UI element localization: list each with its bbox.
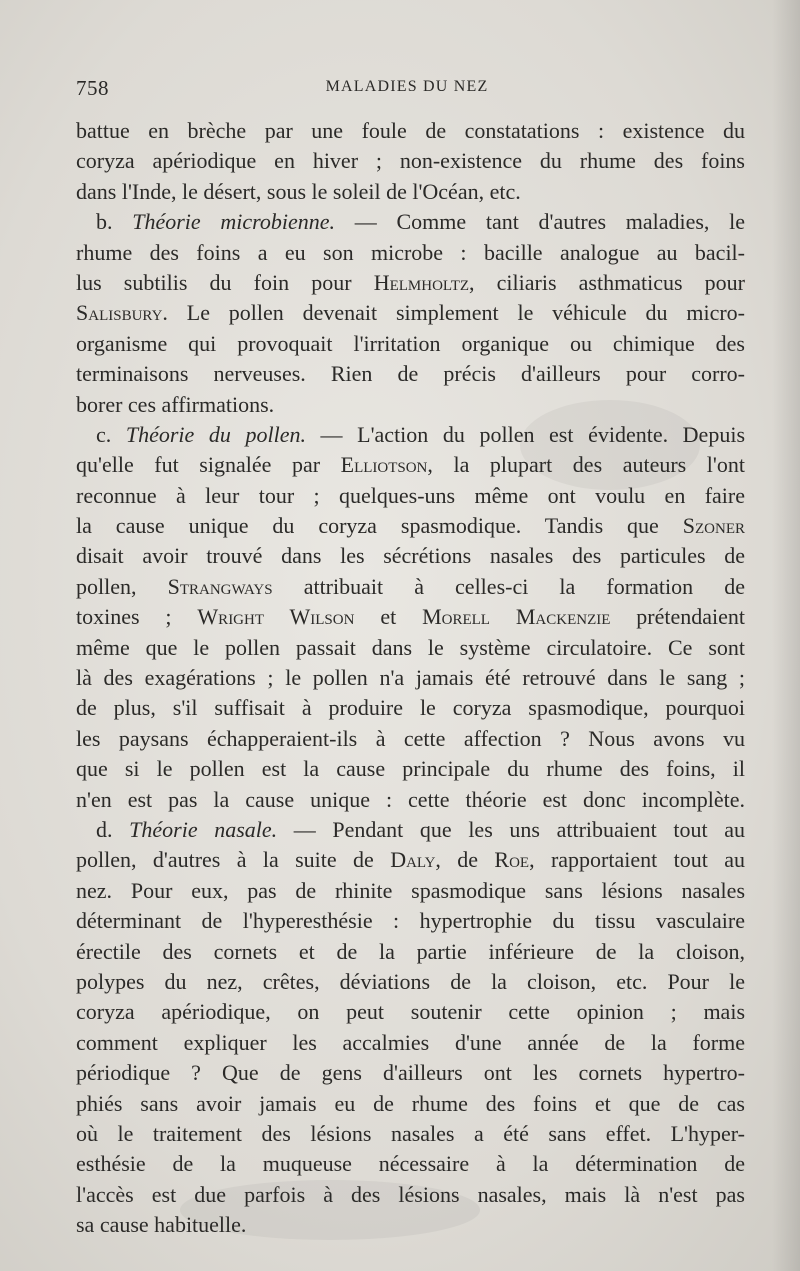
page-number: 758 bbox=[76, 76, 109, 100]
text-line bbox=[76, 146, 745, 176]
text-run: , ciliaris asthmaticus pour bbox=[469, 269, 745, 295]
text-line bbox=[76, 633, 745, 663]
text-run: périodique ? Que de gens d'ailleurs ont les cornets hypertro- bbox=[76, 1060, 745, 1086]
text-run: — Pendant que les uns attribuaient tout au bbox=[277, 816, 746, 842]
text-run: pollen, d'autres à la suite de bbox=[76, 847, 391, 873]
author-name: Roe bbox=[494, 847, 530, 873]
text-run: l'accès est due parfois à des lésions nasales, mais là n'est pas bbox=[76, 1181, 745, 1207]
text-line bbox=[76, 937, 745, 967]
text-run: sa cause habituelle. bbox=[76, 1212, 247, 1238]
text-run: dans l'Inde, le désert, sous le soleil de l'Océan, etc. bbox=[76, 178, 521, 204]
text-line bbox=[76, 177, 745, 207]
text-run: attribuait à celles-ci la formation de bbox=[272, 573, 745, 599]
text-line bbox=[76, 511, 745, 541]
author-name: Strangways bbox=[167, 573, 273, 599]
text-line bbox=[76, 693, 745, 723]
text-line bbox=[76, 876, 745, 906]
text-run: organisme qui provoquait l'irritation organique ou chimique des bbox=[76, 330, 745, 356]
text-line bbox=[76, 329, 745, 359]
text-run: , de bbox=[435, 847, 495, 873]
text-run: lus subtilis du foin pour bbox=[76, 269, 374, 295]
text-line bbox=[76, 572, 745, 602]
text-run: toxines ; bbox=[76, 604, 198, 630]
text-run: et bbox=[354, 604, 423, 630]
text-run: phiés sans avoir jamais eu de rhume des foins et que de cas bbox=[76, 1090, 745, 1116]
text-line bbox=[76, 420, 745, 450]
text-line bbox=[76, 207, 745, 237]
text-run: coryza apériodique, on peut soutenir cette opinion ; mais bbox=[76, 999, 745, 1025]
text-run: — Comme tant d'autres maladies, le bbox=[335, 209, 746, 235]
text-run: déterminant de l'hyperesthésie : hypertrophie du tissu vasculaire bbox=[76, 908, 745, 934]
author-name: Elliotson bbox=[340, 452, 428, 478]
text-line bbox=[76, 815, 745, 845]
text-line bbox=[76, 785, 745, 815]
text-run: les paysans échapperaient-ils à cette affection ? Nous avons vu bbox=[76, 725, 745, 751]
author-name: Morell Mackenzie bbox=[422, 604, 611, 630]
text-line bbox=[76, 298, 745, 328]
text-run: terminaisons nerveuses. Rien de précis d'ailleurs pour corro- bbox=[76, 361, 745, 387]
text-run: — L'action du pollen est évidente. Depuis bbox=[305, 421, 745, 447]
body-text bbox=[76, 116, 745, 1240]
text-run: b. bbox=[96, 209, 133, 235]
text-run: reconnue à leur tour ; quelques-uns même ont voulu en faire bbox=[76, 482, 745, 508]
text-run: qu'elle fut signalée par bbox=[76, 452, 341, 478]
author-name: Salisbury bbox=[76, 300, 163, 326]
text-run: n'en est pas la cause unique : cette théorie est donc incomplète. bbox=[76, 786, 745, 812]
author-name: Szoner bbox=[682, 513, 745, 539]
text-run: . Le pollen devenait simplement le véhicule du micro- bbox=[162, 300, 745, 326]
text-line bbox=[76, 602, 745, 632]
text-run: d. bbox=[96, 816, 130, 842]
text-run: que si le pollen est la cause principale du rhume des foins, il bbox=[76, 756, 745, 782]
text-run: où le traitement des lésions nasales a été sans effet. L'hyper- bbox=[76, 1120, 745, 1146]
text-line bbox=[76, 1119, 745, 1149]
text-run: de plus, s'il suffisait à produire le coryza spasmodique, pourquoi bbox=[76, 695, 745, 721]
text-run: là des exagérations ; le pollen n'a jamais été retrouvé dans le sang ; bbox=[76, 665, 745, 691]
text-line bbox=[76, 1180, 745, 1210]
text-line bbox=[76, 967, 745, 997]
page-header bbox=[76, 76, 738, 104]
text-run: la cause unique du coryza spasmodique. Tandis que bbox=[76, 513, 683, 539]
author-name: Daly bbox=[390, 847, 436, 873]
text-line bbox=[76, 359, 745, 389]
text-run: disait avoir trouvé dans les sécrétions nasales des particules de bbox=[76, 543, 745, 569]
running-head: MALADIES DU NEZ bbox=[325, 78, 489, 95]
text-run: battue en brèche par une foule de constatations : existence du bbox=[76, 118, 745, 143]
text-run: rhume des foins a eu son microbe : bacille analogue au bacil- bbox=[76, 239, 745, 265]
text-line bbox=[76, 724, 745, 754]
text-run: pollen, bbox=[76, 573, 168, 599]
text-run: , rapportaient tout au bbox=[529, 847, 745, 873]
text-line bbox=[76, 390, 745, 420]
text-run: coryza apériodique en hiver ; non-existence du rhume des foins bbox=[76, 148, 745, 174]
text-run: c. bbox=[96, 421, 126, 447]
text-line bbox=[76, 1149, 745, 1179]
text-line bbox=[76, 663, 745, 693]
text-run: esthésie de la muqueuse nécessaire à la détermination de bbox=[76, 1151, 745, 1177]
text-run: prétendaient bbox=[610, 604, 745, 630]
page-edge-shadow bbox=[772, 0, 800, 1271]
text-run: polypes du nez, crêtes, déviations de la cloison, etc. Pour le bbox=[76, 968, 745, 994]
text-line bbox=[76, 541, 745, 571]
text-run: même que le pollen passait dans le système circulatoire. Ce sont bbox=[76, 634, 745, 660]
text-line bbox=[76, 1028, 745, 1058]
section-title: Théorie microbienne. bbox=[132, 209, 336, 235]
text-line bbox=[76, 238, 745, 268]
text-run: érectile des cornets et de la partie inférieure de la cloison, bbox=[76, 938, 745, 964]
text-run: , la plupart des auteurs l'ont bbox=[427, 452, 745, 478]
text-line bbox=[76, 997, 745, 1027]
text-line bbox=[76, 1210, 745, 1240]
text-line bbox=[76, 1089, 745, 1119]
text-line bbox=[76, 906, 745, 936]
text-line bbox=[76, 845, 745, 875]
text-line bbox=[76, 1058, 745, 1088]
text-line bbox=[76, 754, 745, 784]
section-title: Théorie nasale. bbox=[129, 816, 278, 842]
author-name: Wright Wilson bbox=[197, 604, 355, 630]
text-run: borer ces affirmations. bbox=[76, 391, 275, 417]
text-line bbox=[76, 268, 745, 298]
text-line bbox=[76, 481, 745, 511]
text-run: nez. Pour eux, pas de rhinite spasmodique sans lésions nasales bbox=[76, 877, 745, 903]
text-line bbox=[76, 450, 745, 480]
section-title: Théorie du pollen. bbox=[125, 421, 306, 447]
text-run: comment expliquer les accalmies d'une année de la forme bbox=[76, 1029, 745, 1055]
text-line bbox=[76, 116, 745, 146]
author-name: Helmholtz bbox=[373, 269, 470, 295]
